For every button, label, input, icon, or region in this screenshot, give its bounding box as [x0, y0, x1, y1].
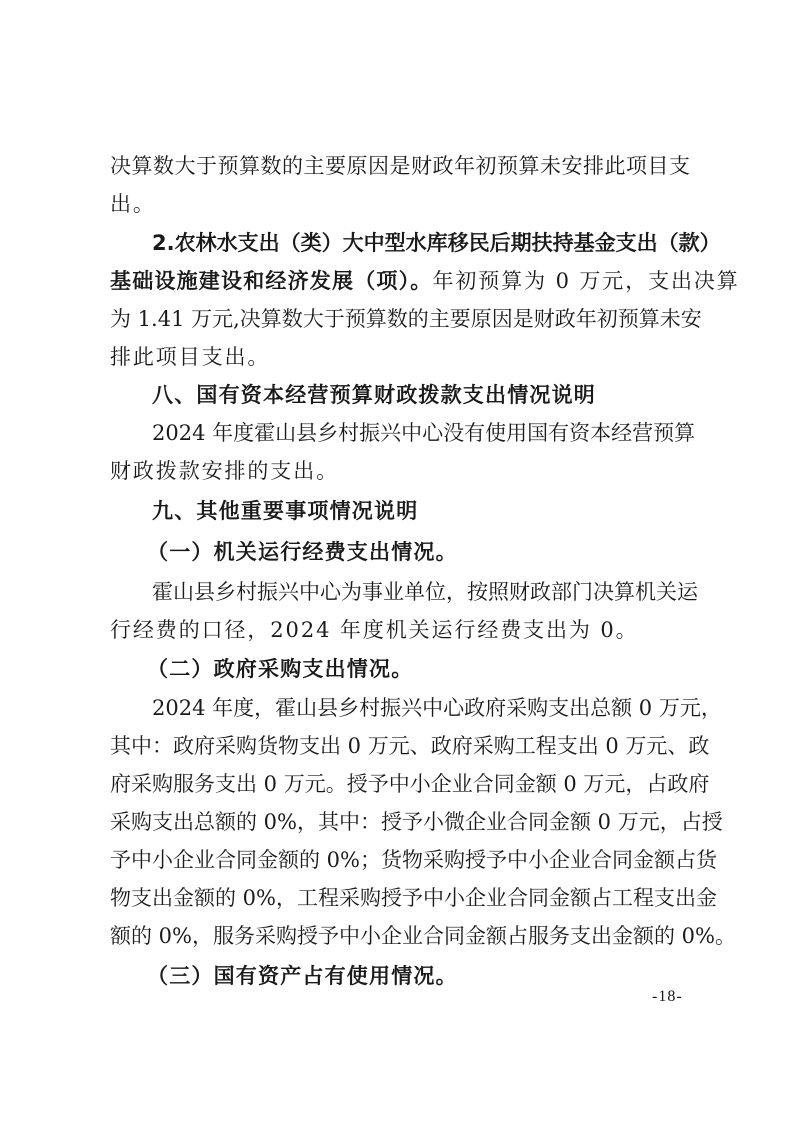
item-heading: 2.农林水支出（类）大中型水库移民后期扶持基金支出（款） [152, 231, 721, 255]
paragraph-line: 2024 年度，霍山县乡村振兴中心政府采购支出总额 0 万元， [152, 696, 722, 720]
section-heading: 八、国有资本经营预算财政拨款支出情况说明 [152, 383, 596, 407]
paragraph-line: 物支出金额的 0%，工程采购授予中小企业合同金额占工程支出金 [110, 886, 717, 910]
page-number: -18- [652, 988, 683, 1005]
subsection-heading: （三）国有资产占有使用情况。 [147, 964, 458, 988]
paragraph-line: 额的 0%，服务采购授予中小企业合同金额占服务支出金额的 0%。 [110, 924, 736, 948]
paragraph-text: 年初预算为 0 万元，支出决算 [432, 269, 740, 293]
paragraph-line: 霍山县乡村振兴中心为事业单位，按照财政部门决算机关运 [152, 580, 698, 604]
paragraph-line: 为 1.41 万元,决算数大于预算数的主要原因是财政年初预算未安 [110, 307, 702, 331]
paragraph-line: 采购支出总额的 0%，其中：授予小微企业合同金额 0 万元，占授 [110, 810, 723, 834]
subsection-heading: （一）机关运行经费支出情况。 [147, 540, 458, 564]
item-heading-tail: 基础设施建设和经济发展（项）。 [110, 269, 433, 293]
paragraph-line: 行经费的口径，2024 年度机关运行经费支出为 0。 [110, 618, 639, 642]
paragraph-line: 决算数大于预算数的主要原因是财政年初预算未安排此项目支 [110, 154, 690, 178]
paragraph-line: 出。 [110, 192, 156, 216]
paragraph-line: 其中：政府采购货物支出 0 万元、政府采购工程支出 0 万元、政 [110, 734, 710, 758]
paragraph-line: 财政拨款安排的支出。 [110, 459, 339, 483]
paragraph-line: 府采购服务支出 0 万元。授予中小企业合同金额 0 万元，占政府 [110, 772, 710, 796]
subsection-heading: （二）政府采购支出情况。 [147, 657, 414, 681]
paragraph-line: 排此项目支出。 [110, 345, 271, 369]
section-heading: 九、其他重要事项情况说明 [152, 499, 419, 523]
item-heading-continued [110, 267, 740, 295]
paragraph-line: 2024 年度霍山县乡村振兴中心没有使用国有资本经营预算 [152, 421, 696, 445]
paragraph-line: 予中小企业合同金额的 0%；货物采购授予中小企业合同金额占货 [110, 848, 717, 872]
